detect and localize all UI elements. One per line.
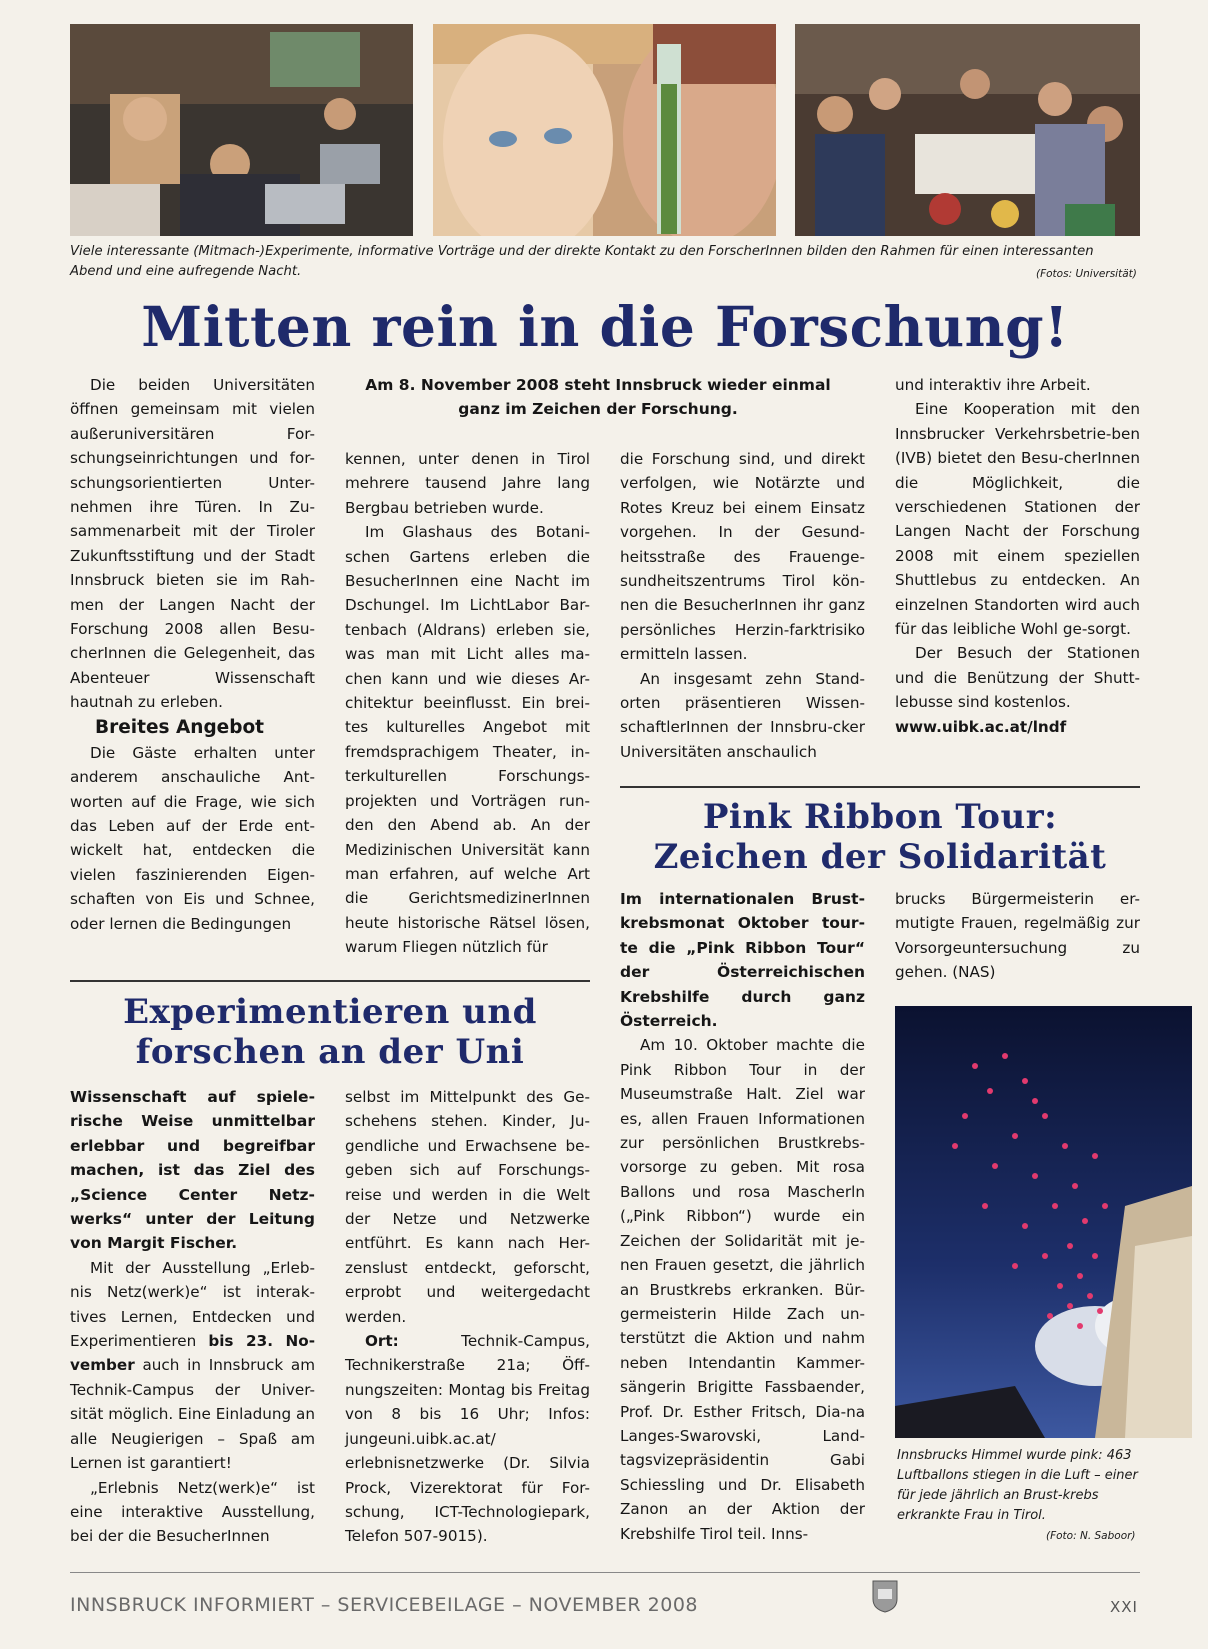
article1-col2: kennen, unter denen in Tirol mehrere tausend Jahre lang Bergbau betrieben wurde. Im Glashaus des Botani-schen Gartens erleben die BesucherInnen eine Nacht im Dschungel. Im LichtLabor Bar-tenbach (Aldrans) erleben sie, was man mit Licht alles ma-chen kann und wie dieses Ar-chitektur beeinflusst. Ein brei-tes kulturelles Angebot mit fremdsprachigem Theater, in-terkulturellen Forschungs-projekten und Vorträgen run-den den Abend ab. An der Medizinischen Universität kann man erfahren, auf welche Art die GerichtsmedizinerInnen heute historische Rätsel lösen, warum Fliegen nützlich für [345, 450, 590, 957]
headline-pink-ribbon: Pink Ribbon Tour: Zeichen der Solidarität [653, 797, 1107, 877]
photo-lecture [70, 24, 413, 236]
city-crest-icon [871, 1579, 899, 1613]
link-uibk-lndf[interactable]: www.uibk.ac.at/lndf [895, 717, 1067, 736]
photo-crowd-experiment [795, 24, 1140, 236]
divider-right [620, 786, 1140, 788]
divider-left [70, 980, 590, 982]
photo-caption: Viele interessante (Mitmach-)Experimente, informative Vorträge und der direkte Kontakt zu den ForscherInnen bilden den Rahmen für einen interessanten Abend und eine aufregende Nacht. [70, 244, 1094, 279]
article1-col1: Die beiden Universitäten öffnen gemeinsam mit vielen außeruniversitären For-schungseinrichtungen und for-schungsorientierten Unter-nehmen ihre Türen. In Zu-sammenarbeit mit der Tiroler Zukunftsstiftung und der Stadt Innsbruck bieten sie im Rah-men der Langen Nacht der Forschung 2008 allen Besu-cherInnen die Gelegenheit, das Abenteuer Wissenschaft hautnah zu erleben. Breites Angebot Die Gäste erhalten unter anderem anschauliche Ant-worten auf die Frage, wie sich das Leben auf der Erde ent-wickelt hat, entdecken die vielen faszinierenden Eigen-schaften von Eis und Schnee, oder lernen die Bedingungen [70, 376, 315, 933]
photo-credit: (Fotos: Universität) [1036, 268, 1137, 280]
photo-children-test-tube [433, 24, 776, 236]
article2-col1: Wissenschaft auf spiele-rische Weise unmittelbar erlebbar und begreifbar machen, ist das Ziel des „Science Center Netz-werks“ unter der Leitung von Margit Fischer. Mit der Ausstellung „Erleb-nis Netz(werk)e“ ist interak-tives Lernen, Entdecken und Experimentieren bis 23. No-vember auch in Innsbruck am Technik-Campus der Univer-sität möglich. Eine Einladung an alle Neugierigen – Spaß am Lernen ist garantiert! „Erlebnis Netz(werk)e“ ist eine interaktive Ausstellung, bei der die BesucherInnen [70, 1088, 316, 1546]
headline-forschung: Mitten rein in die Forschung! [141, 294, 1069, 359]
photo-pink-balloons [895, 1006, 1192, 1438]
lead-forschung: Am 8. November 2008 steht Innsbruck wieder einmal ganz im Zeichen der Forschung. [365, 376, 831, 419]
footer-publication: INNSBRUCK INFORMIERT – SERVICEBEILAGE – NOVEMBER 2008 [70, 1594, 699, 1616]
headline-experimentieren: Experimentieren und forschen an der Uni [123, 992, 537, 1072]
article1-col3: die Forschung sind, und direkt verfolgen, wie Notärzte und Rotes Kreuz bei einem Einsatz vorgehen. In der Gesund-heitsstraße des Frauenge-sundheitszentrums Tirol kön-nen die BesucherInnen ihr ganz persönliches Herzin-farktrisiko ermitteln lassen. An insgesamt zehn Stand-orten präsentieren Wissen-schaftlerInnen der Innsbru-cker Universitäten anschaulich [620, 450, 865, 761]
subheading-breites-angebot: Breites Angebot [95, 716, 265, 738]
balloon-photo-credit: (Foto: N. Saboor) [1046, 1530, 1136, 1542]
article1-col4: und interaktiv ihre Arbeit. Eine Kooperation mit den Innsbrucker Verkehrsbetrie-ben (IVB) bietet den Besu-cherInnen die Möglichkeit, die verschiedenen Stationen der Langen Nacht der Forschung 2008 mit einem speziellen Shuttlebus zu entdecken. An einzelnen Standorten wird auch für das leibliche Wohl ge-sorgt. Der Besuch der Stationen und die Benützung der Shutt-lebusse sind kostenlos. www.uibk.ac.at/lndf [895, 373, 1140, 739]
page-number: XXI [1110, 1598, 1138, 1616]
balloon-photo-caption: Innsbrucks Himmel wurde pink: 463 Luftballons stiegen in die Luft – einer für jede jährlich an Brust-krebs erkrankte Frau in Tirol. [897, 1448, 1138, 1523]
article3-col1: Im internationalen Brust-krebsmonat Oktober tour-te die „Pink Ribbon Tour“ der Österreichischen Krebshilfe durch ganz Österreich. Am 10. Oktober machte die Pink Ribbon Tour in der Museumstraße Halt. Ziel war es, allen Frauen Informationen zur persönlichen Brustkrebs-vorsorge zu geben. Mit rosa Ballons und rosa Mascherln („Pink Ribbon“) wurde ein Zeichen der Solidarität mit je-nen Frauen gesetzt, die jährlich an Brustkrebs erkranken. Bür-germeisterin Hilde Zach un-terstützt die Aktion und nahm neben Intendantin Kammer-sängerin Brigitte Fassbaender, Prof. Dr. Esther Fritsch, Dia-na Langes-Swarovski, Land-tagsvizepräsidentin Gabi Schiessling und Dr. Elisabeth Zanon an der Aktion der Krebshilfe Tirol teil. Inns- [620, 890, 865, 1543]
article3-col2: brucks Bürgermeisterin er-mutigte Frauen, regelmäßig zur Vorsorgeuntersuchung zu gehen. (NAS) [895, 890, 1140, 982]
article2-col2: selbst im Mittelpunkt des Ge-schehens stehen. Kinder, Ju-gendliche und Erwachsene be-geben sich auf Forschungs-reise und werden in die Welt der Netze und Netzwerke entführt. Es kann nach Her-zenslust entdeckt, geforscht, erprobt und weitergedacht werden. Ort: Technik-Campus, Technikerstraße 21a; Öff-nungszeiten: Montag bis Freitag von 8 bis 16 Uhr; Infos: jungeuni.uibk.ac.at/ erlebnisnetzwerke (Dr. Silvia Prock, Vizerektorat für For-schung, ICT-Technologiepark, Telefon 507-9015). [345, 1088, 590, 1546]
footer-rule [70, 1572, 1140, 1573]
